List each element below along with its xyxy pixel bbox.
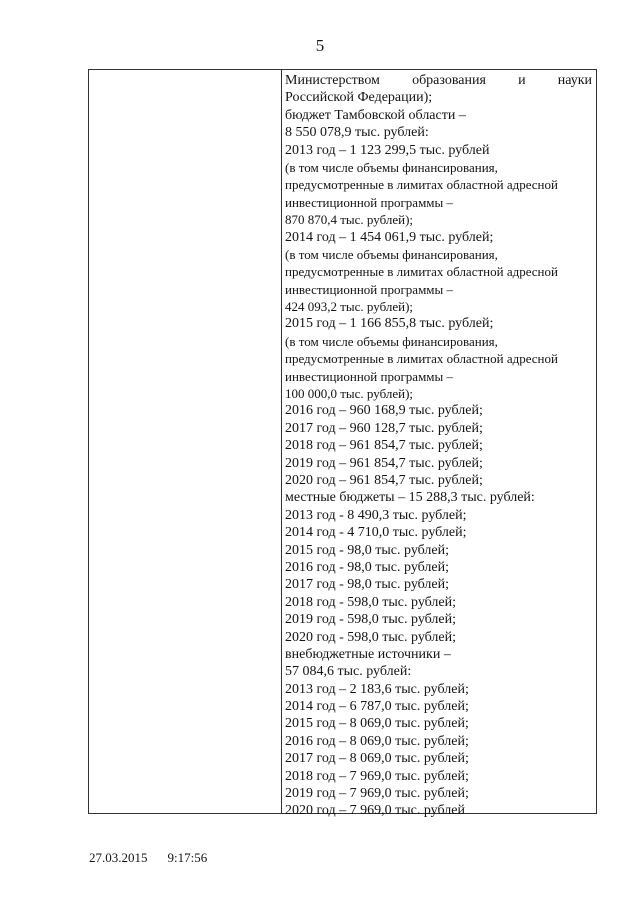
text-line: 2018 год - 598,0 тыс. рублей; — [285, 594, 457, 610]
text-line: бюджет Тамбовской области – — [285, 107, 466, 123]
text-line: 2015 год - 98,0 тыс. рублей; — [285, 542, 450, 558]
text-line: предусмотренные в лимитах областной адресной — [285, 177, 558, 193]
first-line-word: и — [518, 73, 526, 88]
text-line: предусмотренные в лимитах областной адресной — [285, 264, 558, 280]
text-line: 2014 год - 4 710,0 тыс. рублей; — [285, 525, 467, 541]
text-line: 2017 год - 98,0 тыс. рублей; — [285, 577, 450, 593]
text-line: 2019 год – 961 854,7 тыс. рублей; — [285, 455, 483, 471]
text-line: 57 084,6 тыс. рублей: — [285, 664, 412, 680]
text-line: 2019 год - 598,0 тыс. рублей; — [285, 612, 457, 628]
text-line: внебюджетные источники – — [285, 646, 451, 662]
text-line: 100 000,0 тыс. рублей); — [285, 386, 414, 402]
text-line: 424 093,2 тыс. рублей); — [285, 299, 414, 315]
text-line: 2013 год – 1 123 299,5 тыс. рублей — [285, 142, 490, 158]
text-line: инвестиционной программы – — [285, 194, 454, 210]
text-line: 2016 год – 960 168,9 тыс. рублей; — [285, 403, 483, 419]
page-number: 5 — [315, 36, 325, 55]
text-line: 2020 год - 598,0 тыс. рублей; — [285, 629, 457, 645]
text-line: 2016 год – 8 069,0 тыс. рублей; — [285, 733, 469, 749]
first-line-word: науки — [557, 73, 592, 88]
text-line: 2018 год – 7 969,0 тыс. рублей; — [285, 768, 469, 784]
text-line: Российской Федерации); — [285, 90, 433, 106]
footer-timestamp — [89, 850, 207, 866]
funding-lines — [285, 89, 592, 819]
first-line-word: образования — [412, 73, 486, 88]
text-line: 2020 год – 961 854,7 тыс. рублей; — [285, 472, 483, 488]
text-line: 2018 год – 961 854,7 тыс. рублей; — [285, 438, 483, 454]
text-line: 2017 год – 960 128,7 тыс. рублей; — [285, 420, 483, 436]
column-divider — [281, 70, 282, 813]
footer-date: 27.03.2015 — [89, 850, 148, 865]
text-line: 2019 год – 7 969,0 тыс. рублей; — [285, 786, 469, 802]
text-line: местные бюджеты – 15 288,3 тыс. рублей: — [285, 490, 535, 506]
text-line: (в том числе объемы финансирования, — [285, 333, 498, 349]
first-line — [285, 72, 592, 89]
text-line: 2014 год – 6 787,0 тыс. рублей; — [285, 699, 469, 715]
text-line: 2020 год – 7 969,0 тыс. рублей — [285, 803, 465, 819]
footer-time: 9:17:56 — [167, 850, 208, 865]
first-line-word: Министерством — [285, 73, 380, 88]
text-line: инвестиционной программы – — [285, 368, 454, 384]
text-line: 8 550 078,9 тыс. рублей: — [285, 125, 429, 141]
text-line: 2016 год - 98,0 тыс. рублей; — [285, 559, 450, 575]
text-line: 2015 год – 1 166 855,8 тыс. рублей; — [285, 316, 494, 332]
text-line: 2013 год - 8 490,3 тыс. рублей; — [285, 507, 467, 523]
text-line: 2015 год – 8 069,0 тыс. рублей; — [285, 716, 469, 732]
text-line: предусмотренные в лимитах областной адресной — [285, 351, 558, 367]
text-line: (в том числе объемы финансирования, — [285, 246, 498, 262]
text-line: 2013 год – 2 183,6 тыс. рублей; — [285, 681, 469, 697]
text-line: 870 870,4 тыс. рублей); — [285, 212, 414, 228]
text-line: 2017 год – 8 069,0 тыс. рублей; — [285, 751, 469, 767]
text-line: инвестиционной программы – — [285, 281, 454, 297]
table-right-cell — [285, 72, 592, 820]
text-line: 2014 год – 1 454 061,9 тыс. рублей; — [285, 229, 494, 245]
text-line: (в том числе объемы финансирования, — [285, 159, 498, 175]
